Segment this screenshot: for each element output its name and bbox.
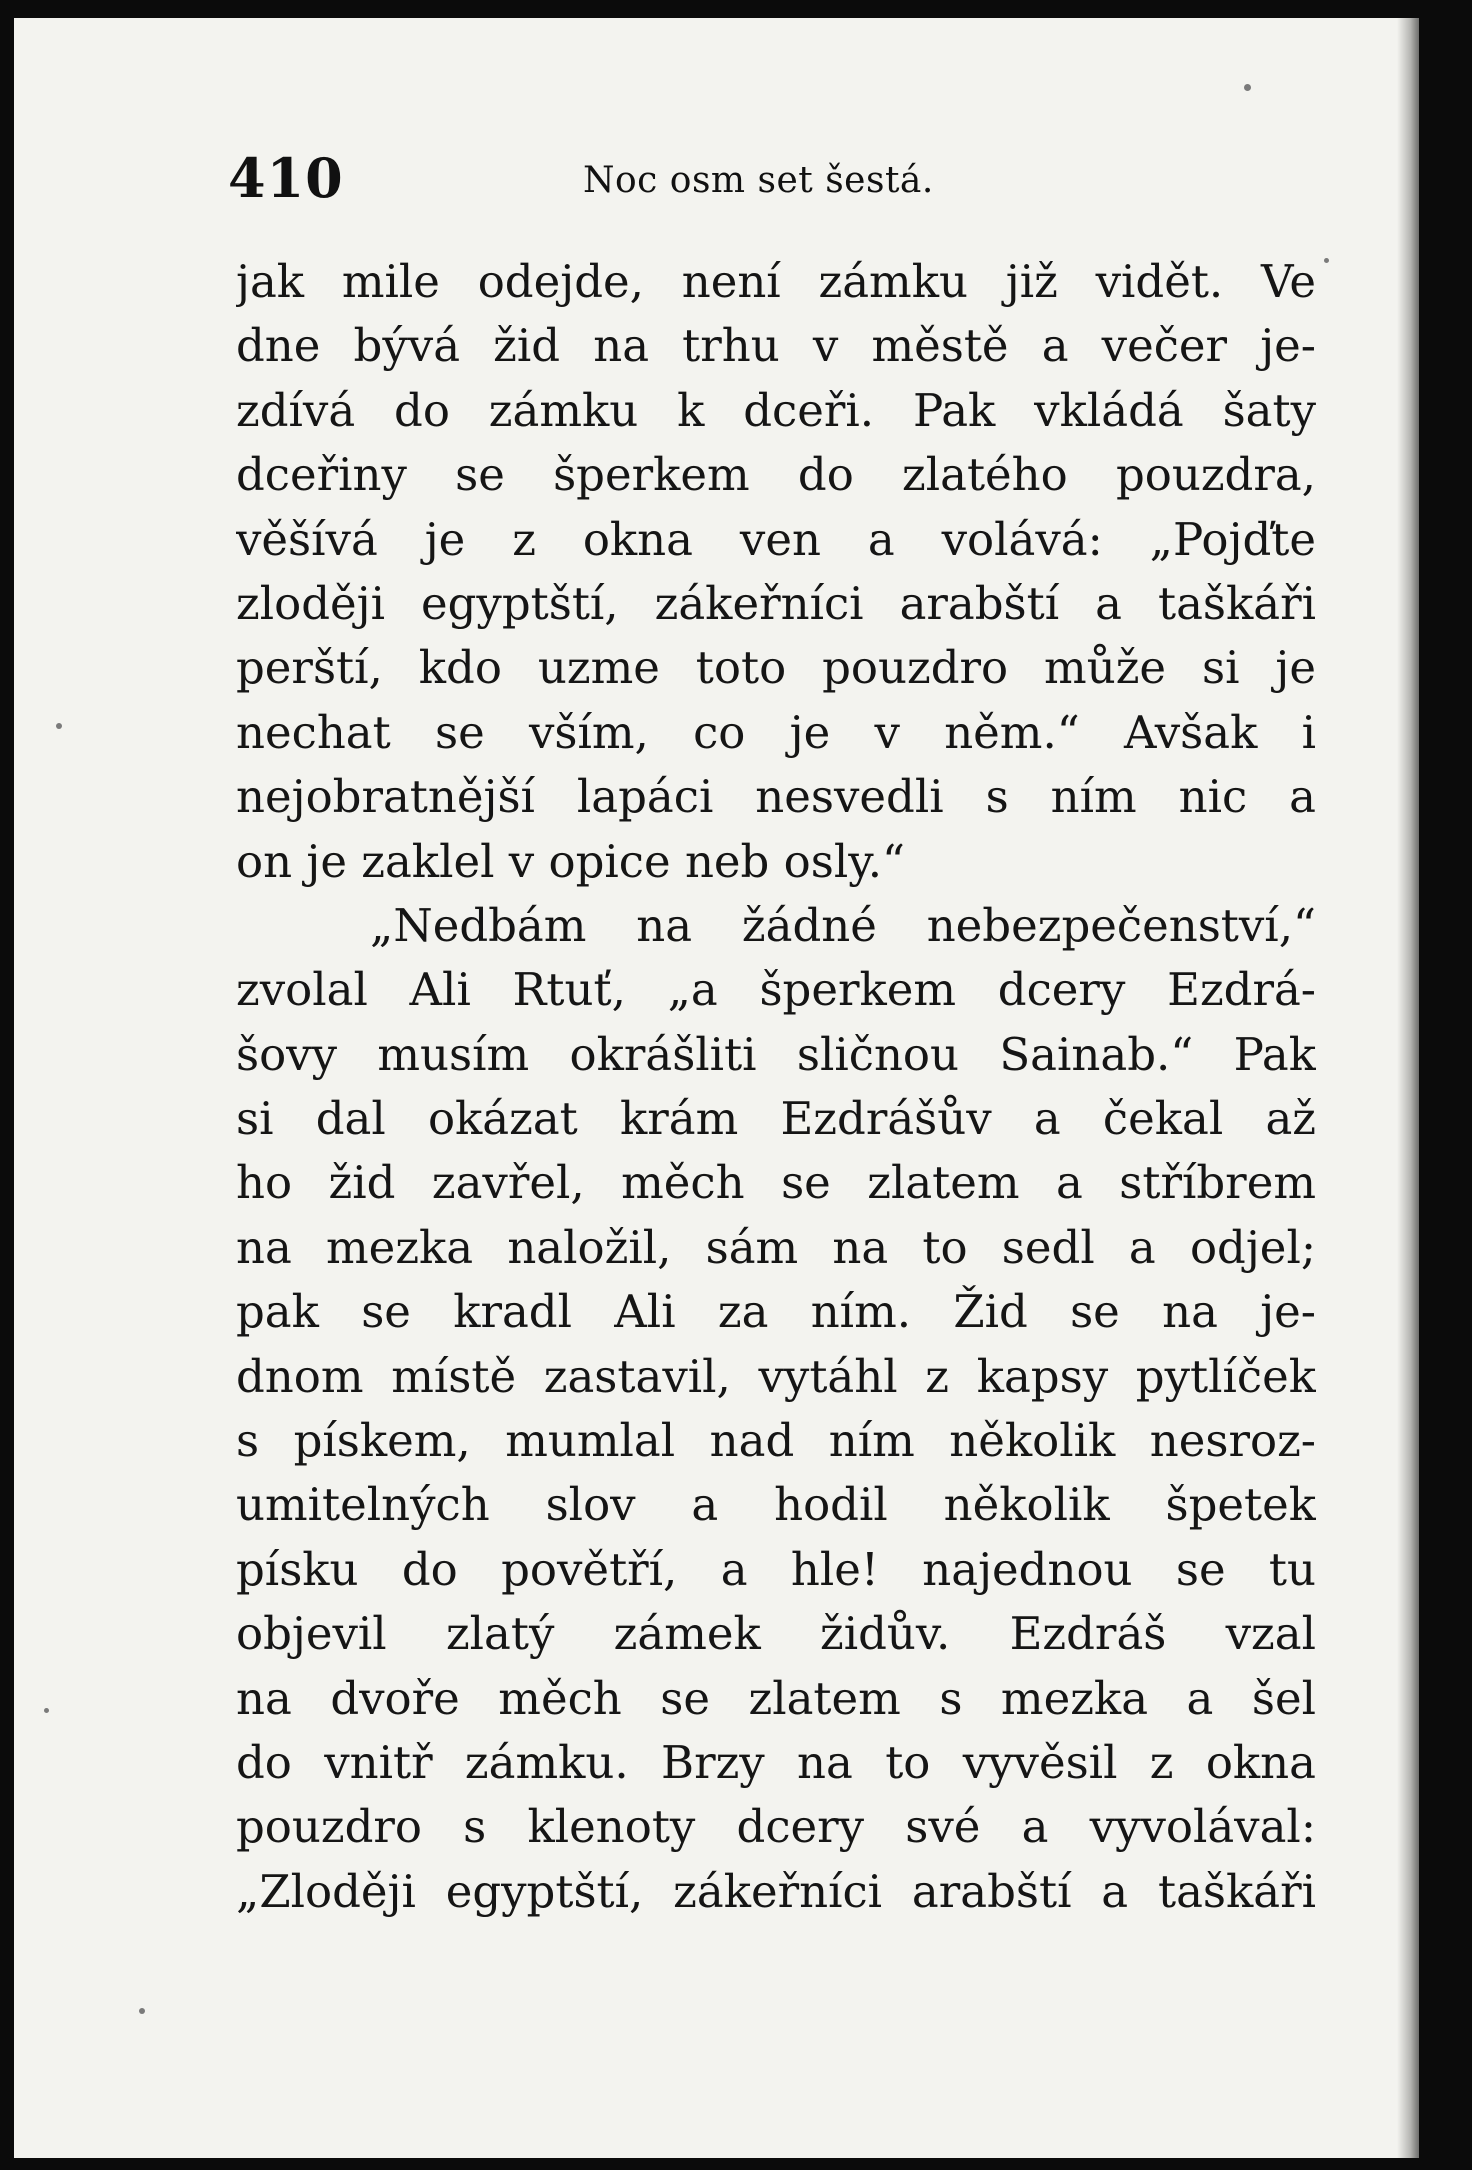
text-line: dceřiny se šperkem do zlatého pouzdra, (236, 448, 1316, 502)
paper-speck (44, 1708, 49, 1713)
text-line: s pískem, mumlal nad ním několik nesroz- (236, 1414, 1316, 1468)
text-line: nejobratnější lapáci nesvedli s ním nic a (236, 770, 1316, 824)
text-line: „Nedbám na žádné nebezpečenství,“ (370, 898, 1316, 952)
body-text (236, 250, 1316, 1924)
text-line: do vnitř zámku. Brzy na to vyvěsil z okna (236, 1735, 1316, 1789)
paper-speck (139, 2008, 145, 2014)
text-line: si dal okázat krám Ezdrášův a čekal až (236, 1092, 1316, 1146)
page-number: 410 (228, 146, 344, 210)
text-line: dnom místě zastavil, vytáhl z kapsy pytlíček (236, 1349, 1316, 1403)
text-line: na mezka naložil, sám na to sedl a odjel; (236, 1220, 1316, 1274)
text-line: umitelných slov a hodil několik špetek (236, 1478, 1316, 1532)
text-line: šovy musím okrášliti sličnou Sainab.“ Pak (236, 1027, 1316, 1081)
text-line: jak mile odejde, není zámku již vidět. Ve (236, 255, 1316, 308)
paper-speck (1244, 84, 1251, 91)
text-line: zloději egyptští, zákeřníci arabští a taškáři (236, 576, 1316, 630)
text-line: dne bývá žid na trhu v městě a večer je- (236, 319, 1316, 373)
running-head: Noc osm set šestá. (583, 160, 934, 201)
text-line: písku do povětří, a hle! najednou se tu (236, 1542, 1316, 1596)
text-line: pouzdro s klenoty dcery své a vyvolával: (236, 1800, 1316, 1854)
text-line: „Zloději egyptští, zákeřníci arabští a taškáři (236, 1864, 1316, 1918)
text-line: pak se kradl Ali za ním. Žid se na je- (236, 1285, 1316, 1339)
text-line: on je zaklel v opice neb osly.“ (236, 834, 906, 888)
text-line: ho žid zavřel, měch se zlatem a stříbrem (236, 1156, 1316, 1210)
paper-speck (1324, 258, 1329, 263)
page-edge-shadow (1397, 18, 1419, 2158)
page-header (228, 146, 1308, 216)
text-line: věšívá je z okna ven a volává: „Pojďte (236, 512, 1316, 566)
text-line: zdívá do zámku k dceři. Pak vkládá šaty (236, 383, 1316, 437)
paper-speck (56, 723, 62, 729)
text-line: zvolal Ali Rtuť, „a šperkem dcery Ezdrá- (236, 963, 1316, 1017)
text-line: na dvoře měch se zlatem s mezka a šel (236, 1671, 1316, 1725)
text-line: nechat se vším, co je v něm.“ Avšak i (236, 705, 1316, 759)
text-line: objevil zlatý zámek židův. Ezdráš vzal (236, 1607, 1316, 1661)
text-line: perští, kdo uzme toto pouzdro může si je (236, 641, 1316, 695)
book-page (14, 18, 1419, 2158)
